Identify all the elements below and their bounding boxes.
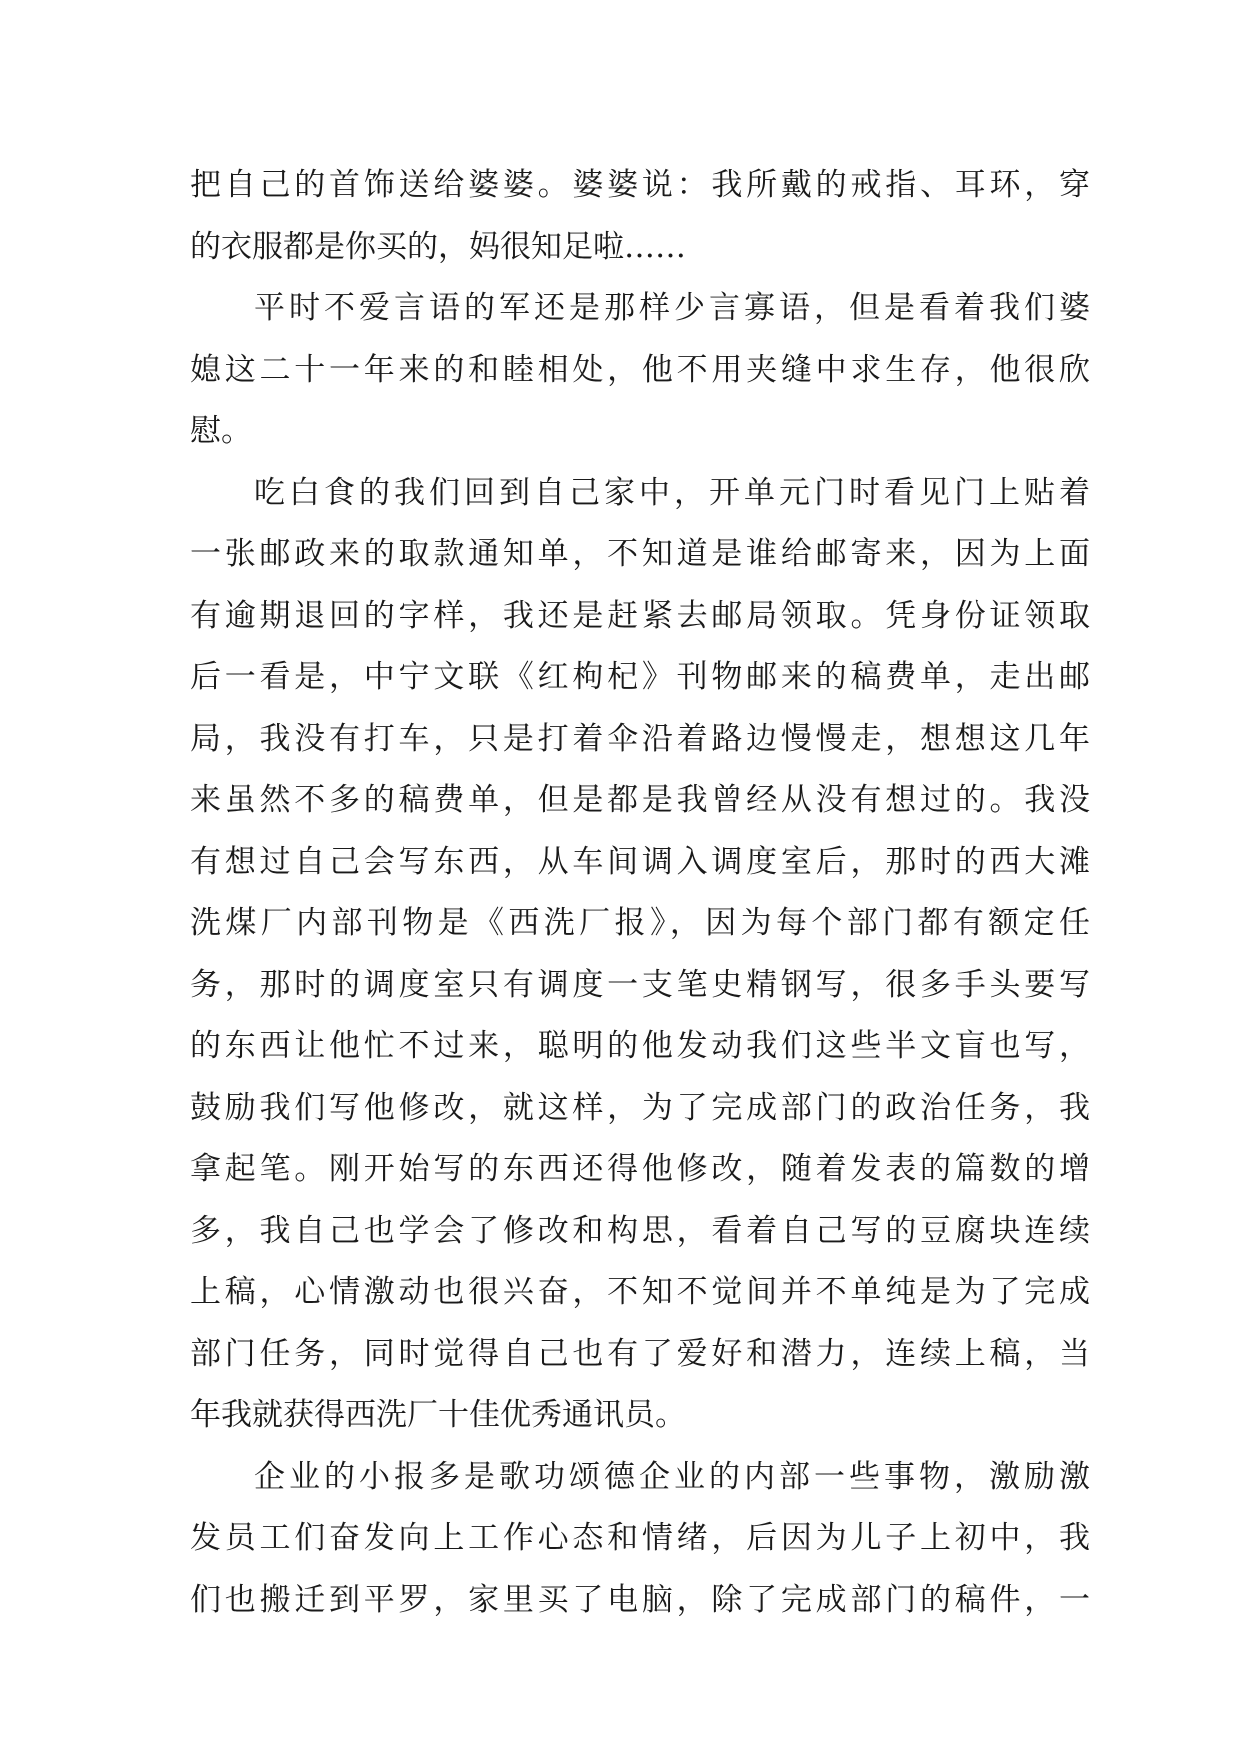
text-line: 平时不爱言语的军还是那样少言寡语，但是看着我们婆 [254,290,1090,326]
text-line: 有逾期退回的字样，我还是赶紧去邮局领取。凭身份证领取 [190,597,1090,634]
text-line: 部门任务，同时觉得自己也有了爱好和潜力，连续上稿，当 [190,1335,1090,1372]
paragraph [190,1447,1090,1632]
text-line: 一张邮政来的取款通知单，不知道是谁给邮寄来，因为上面 [190,536,1090,572]
text-line: 后一看是，中宁文联《红枸杞》刊物邮来的稿费单，走出邮 [190,659,1090,695]
text-line: 吃白食的我们回到自己家中，开单元门时看见门上贴着 [254,474,1090,511]
text-line: 的衣服都是你买的，妈很知足啦…… [190,228,686,265]
text-line: 发员工们奋发向上工作心态和情绪，后因为儿子上初中，我 [190,1520,1090,1556]
text-line: 的东西让他忙不过来，聪明的他发动我们这些半文盲也写， [190,1028,1090,1064]
text-line: 鼓励我们写他修改，就这样，为了完成部门的政治任务，我 [190,1089,1090,1126]
text-line: 年我就获得西洗厂十佳优秀通讯员。 [190,1397,686,1433]
text-line: 企业的小报多是歌功颂德企业的内部一些事物，激励激 [254,1458,1090,1495]
text-line: 来虽然不多的稿费单，但是都是我曾经从没有想过的。我没 [190,782,1090,818]
paragraph [190,155,1090,278]
text-line: 慰。 [190,413,252,449]
paragraph [190,278,1090,463]
text-line: 多，我自己也学会了修改和构思，看着自己写的豆腐块连续 [190,1212,1090,1249]
text-line: 媳这二十一年来的和睦相处，他不用夹缝中求生存，他很欣 [190,351,1090,388]
text-line: 上稿，心情激动也很兴奋，不知不觉间并不单纯是为了完成 [190,1274,1090,1310]
text-line: 把自己的首饰送给婆婆。婆婆说：我所戴的戒指、耳环，穿 [190,167,1090,203]
text-line: 们也搬迁到平罗，家里买了电脑，除了完成部门的稿件，一 [190,1581,1090,1618]
text-line: 有想过自己会写东西，从车间调入调度室后，那时的西大滩 [190,843,1090,880]
text-line: 局，我没有打车，只是打着伞沿着路边慢慢走，想想这几年 [190,720,1090,757]
body-text [190,155,1090,1631]
text-line: 拿起笔。刚开始写的东西还得他修改，随着发表的篇数的增 [190,1151,1090,1187]
paragraph [190,463,1090,1447]
text-line: 洗煤厂内部刊物是《西洗厂报》，因为每个部门都有额定任 [190,905,1090,941]
text-line: 务，那时的调度室只有调度一支笔史精钢写，很多手头要写 [190,966,1090,1003]
